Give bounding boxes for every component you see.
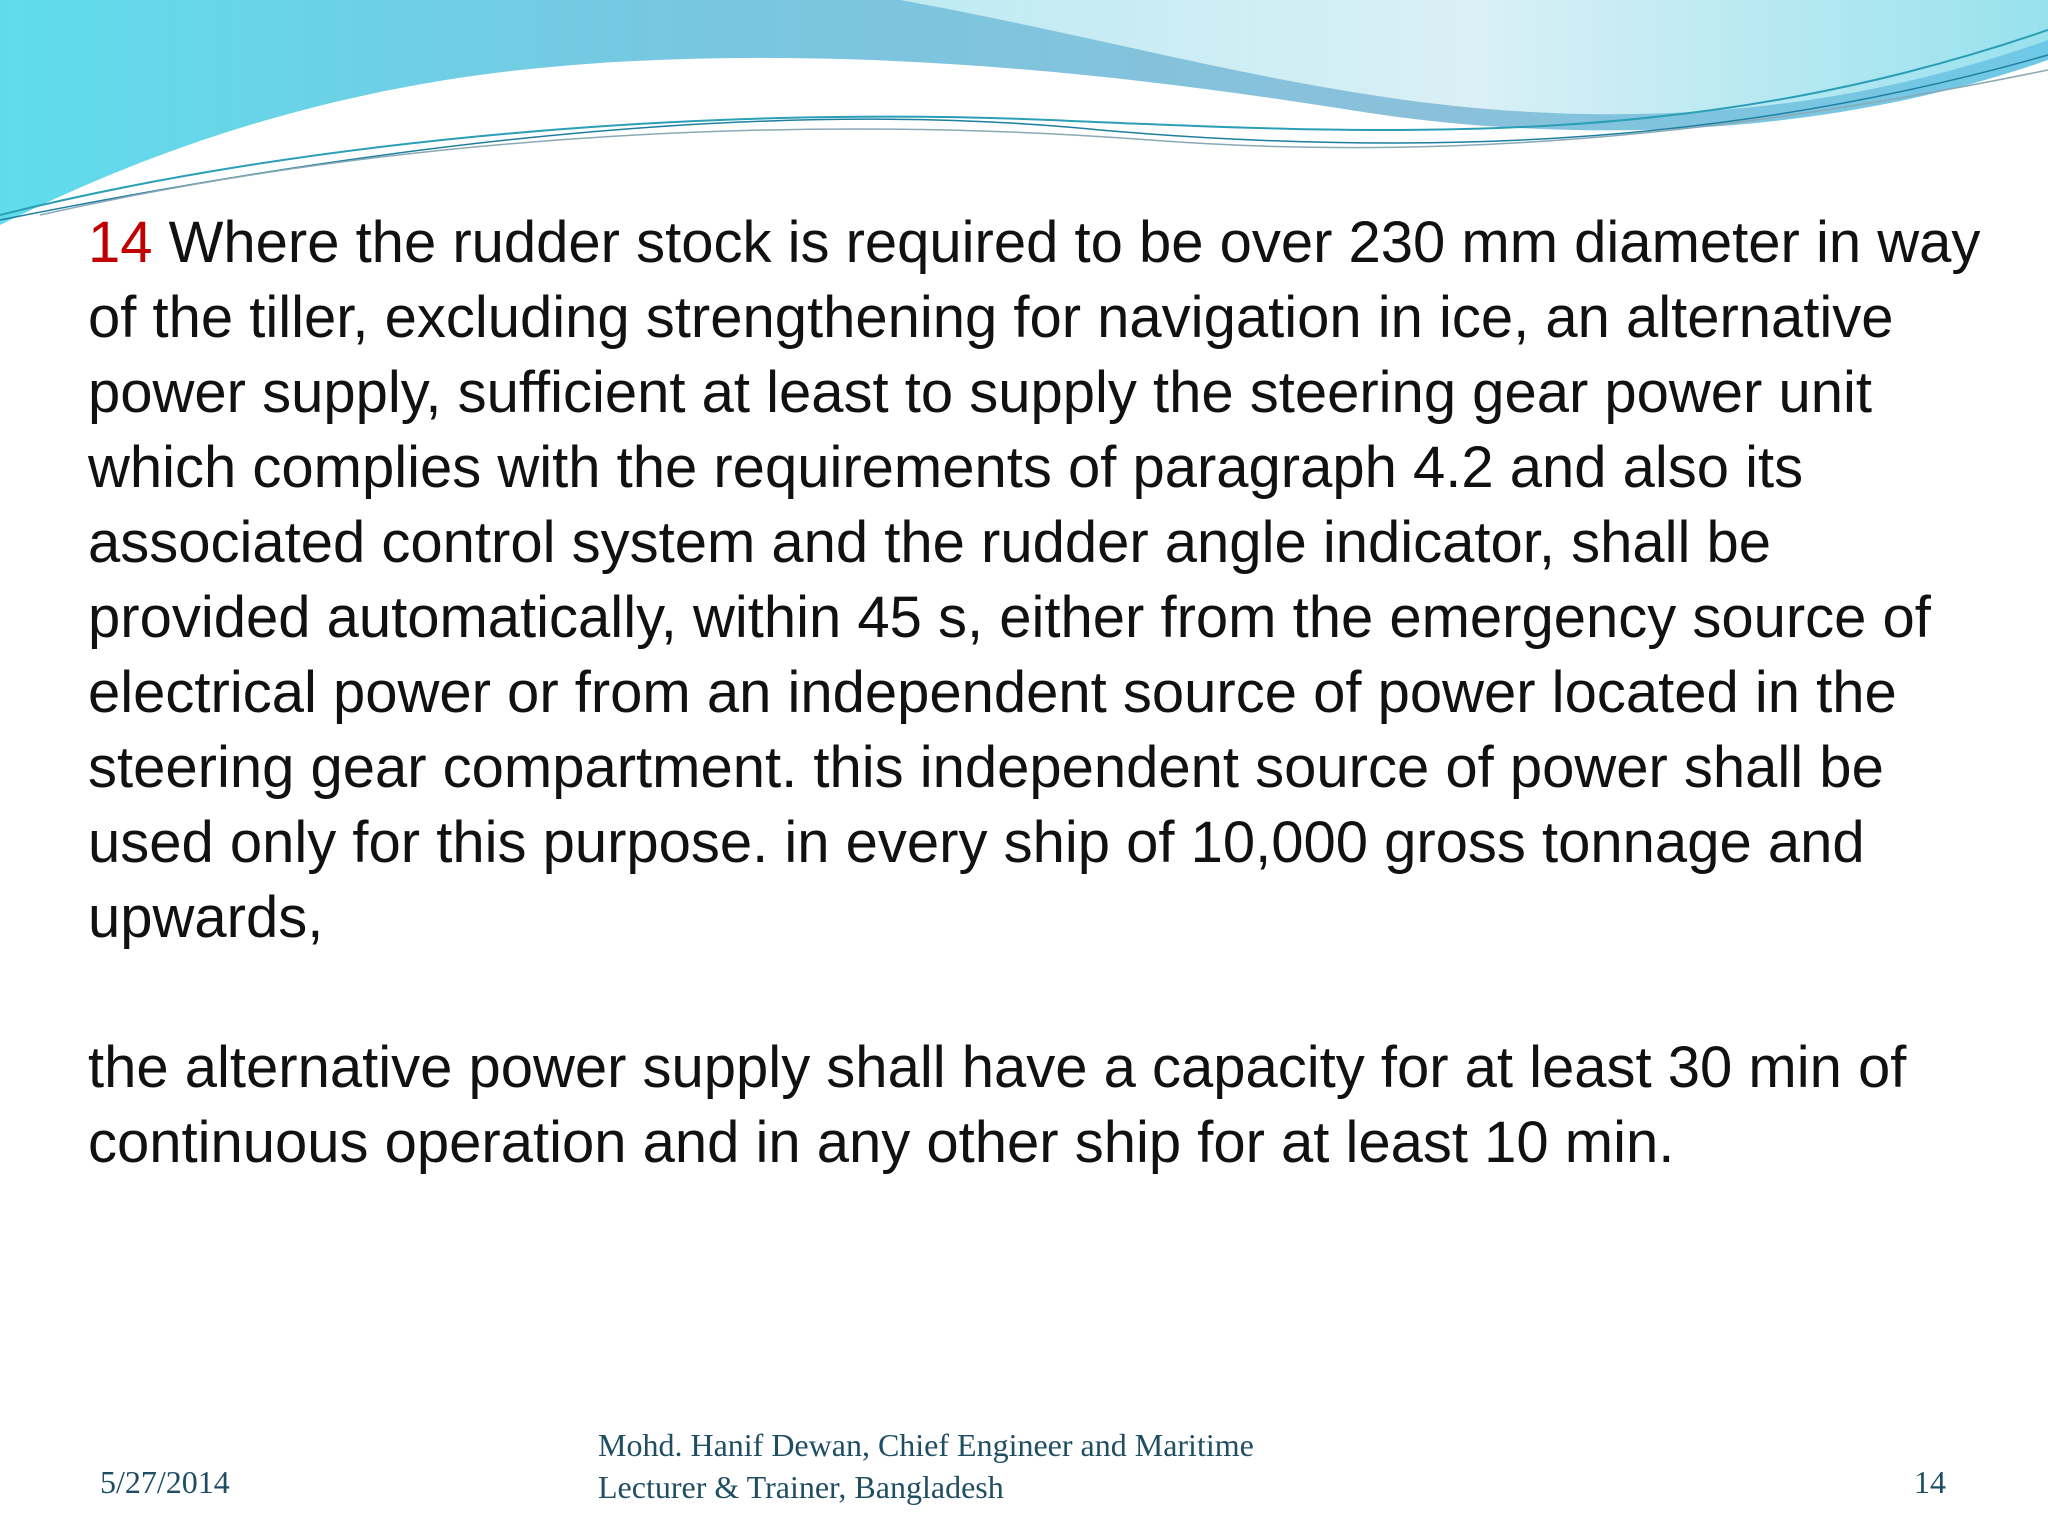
paragraph-number: 14 — [88, 210, 153, 275]
footer-page-number: 14 — [1914, 1464, 1946, 1500]
slide-body — [88, 205, 2008, 1180]
footer-date: 5/27/2014 — [100, 1464, 230, 1500]
paragraph-capacity: the alternative power supply shall have a capacity for at least 30 min of continuous operation and in any other ship for at least 10 min. — [88, 1035, 1907, 1175]
paragraph-regulation-14 — [88, 205, 2008, 955]
paragraph-text: Where the rudder stock is required to be over 230 mm diameter in way of the tiller, excluding strengthening for navigation in ice, an alternative power supply, sufficient at least to supply the steering gear power unit which complies with the requirements of paragraph 4.2 and also its associated control system and the rudder angle indicator, shall be provided automatically, within 45 s, either from the emergency source of electrical power or from an independent source of power located in the steering gear compartment. this independent source of power shall be used only for this purpose. in every ship of 10,000 gross tonnage and upwards, — [88, 210, 1981, 950]
footer-author-line-2: Lecturer & Trainer, Bangladesh — [598, 1469, 1004, 1505]
footer-author-line-1: Mohd. Hanif Dewan, Chief Engineer and Maritime — [598, 1427, 1254, 1463]
footer-author — [598, 1424, 1254, 1508]
header-wave-decoration — [0, 0, 2048, 240]
